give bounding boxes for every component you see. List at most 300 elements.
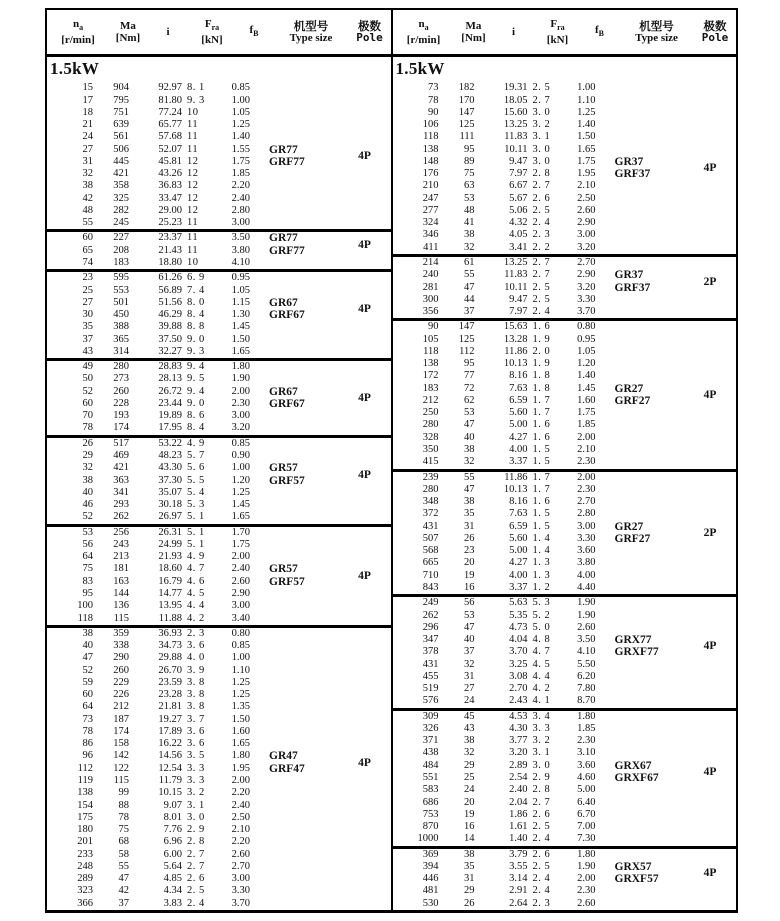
- cell-fb: 1.20: [231, 474, 250, 486]
- cell-na: 32: [82, 168, 93, 180]
- column-header-pole: 极数 Pole: [356, 18, 383, 44]
- cell-type-size: [596, 833, 685, 845]
- type-size-label: GR67 GRF67: [269, 296, 305, 322]
- cell-fra: 12: [187, 192, 199, 204]
- cell-ma: 68: [118, 836, 129, 848]
- cell-ma: 795: [113, 94, 129, 106]
- cell-i: 7.63: [509, 382, 528, 394]
- cell-i: 2.89: [509, 759, 528, 771]
- table-row: [47, 107, 391, 119]
- cell-ma: 63: [464, 180, 475, 192]
- cell-i: 6.96: [163, 836, 182, 848]
- cell-fra: 2. 7: [532, 94, 551, 106]
- cell-fb: 4.00: [577, 569, 596, 581]
- cell-i: 29.00: [158, 204, 182, 216]
- cell-fra: 2. 4: [532, 873, 551, 885]
- cell-fb: 0.85: [231, 640, 250, 652]
- cell-pole: [685, 242, 736, 254]
- table-row: [47, 738, 391, 750]
- row-group: [393, 82, 737, 257]
- cell-pole: [685, 82, 736, 94]
- cell-na: 138: [422, 358, 439, 370]
- cell-na: 38: [82, 180, 93, 192]
- cell-pole: [685, 557, 736, 569]
- cell-fra: 1. 4: [532, 532, 551, 544]
- cell-type-size: [250, 885, 339, 897]
- cell-fra: 3. 8: [187, 701, 205, 713]
- cell-pole: [339, 422, 390, 434]
- cell-ma: 506: [113, 143, 129, 155]
- row-group: [393, 711, 737, 849]
- cell-fb: 1.00: [231, 462, 250, 474]
- cell-ma: 163: [113, 575, 129, 587]
- cell-i: 3.77: [509, 735, 528, 747]
- cell-ma: 421: [113, 462, 129, 474]
- cell-fra: 11: [187, 143, 199, 155]
- cell-i: 9.07: [163, 799, 182, 811]
- cell-type-size: [596, 797, 685, 809]
- cell-na: 70: [82, 410, 93, 422]
- cell-type-size: [250, 849, 339, 861]
- type-size-label: GR57 GRF57: [269, 563, 305, 588]
- table-row: [47, 652, 391, 664]
- cell-type-size: [596, 659, 685, 671]
- cell-na: 73: [428, 82, 439, 94]
- cell-na: 27: [82, 296, 93, 308]
- table-row: [47, 600, 391, 612]
- table-row: [393, 747, 737, 759]
- cell-ma: 56: [464, 597, 475, 609]
- cell-i: 23.44: [158, 397, 182, 409]
- cell-fb: 3.30: [577, 293, 596, 305]
- cell-fra: 4. 5: [187, 587, 205, 599]
- cell-fra: 1. 6: [532, 496, 551, 508]
- cell-fra: 2. 8: [187, 836, 205, 848]
- table-row: [47, 787, 391, 799]
- cell-na: 56: [82, 538, 93, 550]
- cell-i: 7.97: [509, 168, 528, 180]
- cell-na: 37: [82, 333, 93, 345]
- cell-pole: [339, 168, 390, 180]
- cell-na: 52: [82, 511, 93, 523]
- cell-fb: 1.95: [231, 762, 250, 774]
- cell-pole: [339, 787, 390, 799]
- table-row: [47, 701, 391, 713]
- pole-value: 4P: [703, 867, 717, 880]
- cell-fb: 7.00: [577, 821, 596, 833]
- cell-fra: 1. 7: [532, 407, 551, 419]
- cell-fb: 1.65: [231, 738, 250, 750]
- cell-na: 78: [82, 422, 93, 434]
- table-row: [393, 898, 737, 910]
- cell-type-size: [250, 677, 339, 689]
- cell-fra: 2. 8: [532, 168, 551, 180]
- power-section-label: 1.5kW: [50, 59, 100, 79]
- cell-na: 90: [428, 106, 439, 118]
- cell-type-size: [596, 622, 685, 634]
- cell-fb: 1.80: [577, 848, 596, 860]
- cell-pole: [685, 582, 736, 594]
- cell-na: 42: [82, 192, 93, 204]
- cell-pole: [339, 257, 390, 269]
- row-group: [47, 628, 391, 910]
- cell-pole: [685, 144, 736, 156]
- type-size-label: GR77 GRF77: [269, 143, 305, 168]
- cell-na: 484: [422, 759, 439, 771]
- cell-pole: [685, 885, 736, 897]
- table-row: [47, 588, 391, 600]
- cell-i: 81.80: [158, 94, 182, 106]
- row-group: [47, 82, 391, 232]
- cell-na: 366: [77, 897, 93, 909]
- table-row: [47, 168, 391, 180]
- cell-na: 481: [422, 885, 439, 897]
- cell-na: 59: [82, 676, 93, 688]
- table-row: [393, 821, 737, 833]
- cell-ma: 904: [113, 82, 129, 94]
- cell-fra: 9. 0: [187, 333, 205, 345]
- cell-pole: [339, 861, 390, 873]
- pole-value: 4P: [358, 303, 371, 316]
- cell-na: 40: [82, 640, 93, 652]
- row-groups-left: [47, 82, 391, 910]
- table-row: [393, 885, 737, 897]
- cell-na: 446: [422, 873, 439, 885]
- cell-fb: 1.75: [577, 407, 596, 419]
- pole-value: 4P: [358, 569, 371, 582]
- cell-ma: 182: [458, 82, 475, 94]
- cell-ma: 40: [464, 431, 475, 443]
- cell-na: 247: [422, 192, 439, 204]
- pole-value: 4P: [703, 766, 717, 779]
- cell-i: 26.31: [158, 526, 182, 538]
- cell-na: 38: [82, 627, 93, 639]
- cell-i: 10.15: [158, 787, 182, 799]
- cell-ma: 55: [118, 860, 129, 872]
- cell-fra: 2. 2: [532, 241, 551, 253]
- table-row: [47, 836, 391, 848]
- cell-pole: [339, 824, 390, 836]
- cell-pole: [339, 873, 390, 885]
- cell-ma: 136: [113, 600, 129, 612]
- cell-fb: 2.10: [577, 180, 596, 192]
- cell-type-size: [250, 438, 339, 450]
- cell-pole: [685, 229, 736, 241]
- cell-fra: 3. 9: [187, 664, 205, 676]
- table-row: [393, 193, 737, 205]
- table-row: [393, 582, 737, 594]
- cell-pole: [339, 438, 390, 450]
- table-row: [393, 95, 737, 107]
- cell-fra: 12: [187, 204, 199, 216]
- cell-i: 4.04: [509, 634, 528, 646]
- table-row: [393, 545, 737, 557]
- row-group: [393, 257, 737, 321]
- cell-pole: [339, 107, 390, 119]
- table-row: [393, 82, 737, 94]
- row-group: [393, 472, 737, 598]
- table-row: [47, 257, 391, 269]
- cell-fb: 2.00: [577, 471, 596, 483]
- cell-ma: 55: [464, 471, 475, 483]
- cell-ma: 38: [464, 444, 475, 455]
- cell-type-size: [250, 689, 339, 701]
- cell-i: 4.85: [163, 873, 182, 885]
- cell-i: 2.64: [509, 897, 528, 909]
- cell-i: 26.97: [158, 511, 182, 523]
- cell-ma: 595: [113, 272, 129, 284]
- cell-i: 2.70: [509, 683, 528, 695]
- cell-na: 154: [77, 799, 93, 811]
- table-row: [47, 613, 391, 625]
- table-row: [393, 257, 737, 269]
- cell-ma: 147: [458, 106, 475, 118]
- cell-pole: [685, 610, 736, 622]
- cell-fra: 9. 3: [187, 345, 205, 357]
- cell-fra: 1. 8: [532, 370, 551, 382]
- cell-pole: [685, 205, 736, 217]
- cell-i: 21.81: [158, 701, 182, 713]
- cell-i: 3.37: [509, 581, 528, 593]
- cell-na: 248: [77, 860, 93, 872]
- table-row: [393, 570, 737, 582]
- cell-fra: 9. 0: [187, 397, 205, 409]
- cell-type-size: [596, 294, 685, 306]
- cell-i: 52.07: [158, 143, 182, 155]
- cell-i: 23.28: [158, 689, 182, 701]
- cell-pole: [685, 622, 736, 634]
- row-group: [47, 361, 391, 438]
- table-row: [47, 487, 391, 499]
- cell-na: 48: [82, 204, 93, 216]
- cell-type-size: [250, 652, 339, 664]
- cell-fb: 1.05: [231, 106, 250, 118]
- table-row: [393, 432, 737, 444]
- cell-type-size: [250, 321, 339, 333]
- cell-ma: 44: [464, 293, 475, 305]
- cell-fb: 1.40: [577, 119, 596, 131]
- cell-pole: [685, 711, 736, 723]
- cell-fra: 2. 5: [532, 860, 551, 872]
- cell-fra: 11: [187, 131, 199, 143]
- cell-type-size: [250, 107, 339, 119]
- cell-fra: 3. 1: [187, 799, 205, 811]
- cell-na: 369: [422, 848, 439, 860]
- table-row: [393, 833, 737, 845]
- cell-pole: [685, 496, 736, 508]
- cell-na: 50: [82, 373, 93, 385]
- cell-i: 8.16: [509, 370, 528, 382]
- type-size-label: GR27 GRF27: [614, 520, 651, 545]
- cell-pole: [685, 821, 736, 833]
- cell-pole: [339, 689, 390, 701]
- cell-ma: 38: [464, 229, 475, 241]
- row-group: [393, 597, 737, 710]
- cell-fra: 1. 5: [532, 444, 551, 455]
- cell-i: 29.88: [158, 652, 182, 664]
- cell-na: 438: [422, 747, 439, 759]
- cell-pole: [685, 119, 736, 131]
- cell-na: 175: [77, 811, 93, 823]
- cell-na: 52: [82, 664, 93, 676]
- column-header-type-size: 机型号 Type size: [635, 18, 678, 44]
- cell-i: 16.22: [158, 738, 182, 750]
- cell-ma: 55: [464, 269, 475, 281]
- cell-ma: 144: [113, 587, 129, 599]
- cell-fra: 5. 7: [187, 450, 205, 462]
- cell-fb: 1.85: [231, 168, 250, 180]
- cell-fra: 2. 4: [532, 833, 551, 845]
- cell-na: 233: [77, 848, 93, 860]
- cell-fra: 5. 1: [187, 511, 205, 523]
- cell-na: 118: [423, 345, 439, 357]
- cell-fra: 3. 0: [187, 811, 205, 823]
- cell-pole: [685, 508, 736, 520]
- cell-type-size: [596, 472, 685, 484]
- cell-type-size: [250, 95, 339, 107]
- cell-i: 16.79: [158, 575, 182, 587]
- cell-pole: [685, 294, 736, 306]
- cell-fra: 2. 4: [187, 897, 205, 909]
- cell-pole: [685, 484, 736, 496]
- cell-na: 78: [82, 725, 93, 737]
- cell-i: 11.86: [504, 345, 528, 357]
- cell-pole: [339, 628, 390, 640]
- cell-na: 300: [422, 293, 439, 305]
- cell-ma: 208: [113, 244, 129, 256]
- table-row: [393, 444, 737, 456]
- cell-pole: [685, 193, 736, 205]
- cell-fb: 0.85: [231, 437, 250, 449]
- cell-ma: 359: [113, 627, 129, 639]
- table-header-left: [47, 10, 391, 57]
- cell-i: 3.83: [163, 897, 182, 909]
- table-row: [47, 527, 391, 539]
- cell-i: 5.00: [509, 545, 528, 557]
- cell-type-size: [596, 229, 685, 241]
- cell-fb: 3.60: [577, 545, 596, 557]
- table-row: [393, 358, 737, 370]
- cell-pole: [339, 836, 390, 848]
- table-row: [47, 193, 391, 205]
- cell-fra: 2. 7: [532, 269, 551, 281]
- cell-pole: [339, 346, 390, 358]
- cell-fb: 7.30: [577, 833, 596, 845]
- table-row: [47, 511, 391, 523]
- cell-fra: 3. 0: [532, 106, 551, 118]
- cell-fra: 3. 8: [187, 676, 205, 688]
- cell-pole: [339, 410, 390, 422]
- cell-i: 2.43: [509, 695, 528, 707]
- cell-pole: [339, 640, 390, 652]
- column-header-i: i: [166, 25, 170, 38]
- cell-type-size: [596, 193, 685, 205]
- cell-type-size: [250, 665, 339, 677]
- cell-na: 40: [82, 486, 93, 498]
- table-row: [393, 419, 737, 431]
- cell-type-size: [596, 557, 685, 569]
- cell-ma: 53: [464, 407, 475, 419]
- cell-fra: 2. 7: [532, 257, 551, 268]
- cell-ma: 31: [464, 670, 475, 682]
- cell-ma: 421: [113, 168, 129, 180]
- cell-type-size: [596, 346, 685, 358]
- cell-na: 551: [422, 772, 439, 784]
- cell-pole: [685, 346, 736, 358]
- cell-fb: 5.00: [577, 784, 596, 796]
- cell-type-size: [596, 370, 685, 382]
- cell-fb: 1.75: [231, 155, 250, 167]
- cell-type-size: [250, 898, 339, 910]
- cell-fra: 5. 2: [532, 609, 551, 621]
- cell-type-size: [596, 321, 685, 333]
- table-row: [393, 849, 737, 861]
- cell-type-size: [596, 306, 685, 318]
- cell-ma: 88: [118, 799, 129, 811]
- cell-na: 348: [422, 496, 439, 508]
- cell-fb: 2.00: [577, 431, 596, 443]
- table-row: [393, 131, 737, 143]
- cell-i: 3.14: [509, 873, 528, 885]
- cell-type-size: [250, 800, 339, 812]
- table-row: [47, 361, 391, 373]
- cell-i: 18.80: [158, 257, 182, 269]
- cell-na: 26: [82, 437, 93, 449]
- cell-ma: 183: [113, 257, 129, 269]
- cell-pole: [339, 652, 390, 664]
- cell-ma: 47: [464, 483, 475, 495]
- cell-type-size: [250, 168, 339, 180]
- cell-fra: 4. 7: [532, 646, 551, 658]
- cell-type-size: [596, 784, 685, 796]
- cell-fb: 3.00: [231, 600, 250, 612]
- cell-i: 36.83: [158, 180, 182, 192]
- type-size-label: GR47 GRF47: [269, 750, 305, 775]
- cell-na: 138: [422, 143, 439, 155]
- pole-value: 4P: [703, 388, 717, 401]
- cell-i: 26.70: [158, 664, 182, 676]
- cell-i: 11.86: [504, 471, 528, 483]
- cell-ma: 290: [113, 652, 129, 664]
- cell-fra: 4. 4: [187, 600, 205, 612]
- cell-fb: 2.20: [231, 836, 250, 848]
- cell-fra: 3. 1: [532, 747, 551, 759]
- cell-fb: 0.80: [231, 627, 250, 639]
- cell-pole: [685, 456, 736, 468]
- table-row: [47, 438, 391, 450]
- cell-fb: 2.50: [231, 811, 250, 823]
- cell-ma: 48: [464, 204, 475, 216]
- cell-fra: 9. 4: [187, 361, 205, 373]
- cell-i: 2.04: [509, 796, 528, 808]
- cell-fra: 1. 4: [532, 545, 551, 557]
- table-row: [393, 711, 737, 723]
- cell-ma: 187: [113, 713, 129, 725]
- cell-na: 347: [422, 634, 439, 646]
- cell-i: 28.83: [158, 361, 182, 373]
- cell-fb: 2.20: [231, 180, 250, 192]
- cell-fra: 1. 6: [532, 419, 551, 431]
- table-row: [393, 144, 737, 156]
- table-row: [393, 217, 737, 229]
- table-row: [393, 557, 737, 569]
- cell-fra: 3. 0: [532, 155, 551, 167]
- cell-fra: 2. 6: [532, 848, 551, 860]
- table-left: [47, 10, 391, 910]
- cell-na: 52: [82, 385, 93, 397]
- pole-value: 4P: [358, 238, 371, 251]
- cell-pole: [339, 539, 390, 551]
